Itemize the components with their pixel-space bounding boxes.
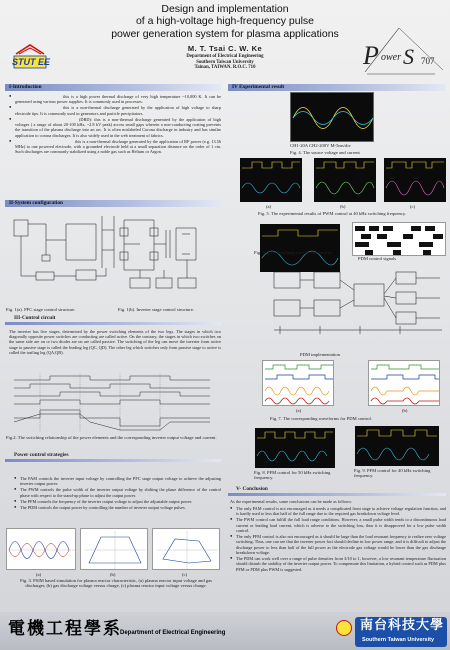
section-heading-introduction: I-Introduction: [5, 84, 221, 91]
fig-2-waveforms: [10, 374, 218, 434]
fig-3c-label: (c): [182, 572, 188, 577]
fig-3a-plot: [6, 528, 76, 570]
power-s707-logo: P ower S 707: [355, 22, 445, 82]
fig-5c-scope: [384, 158, 446, 202]
control-circuit-text: The inverter has five stages, determined by the power switching elements of the two legs. The stages in which two diagonally opposite power switches are conducting are called active. On the contrary, the stages in which two switches on the same side are on or two diodes are on are called passive. The switching of the leg can move the inverter from active stage to passive stage is called the leading leg (QC, QD). The other leg which switches only from passive stage to active is called the trailing leg (QA,QB).: [9, 329, 221, 355]
section-heading-power-control: Power control strategies: [14, 452, 69, 458]
list-item: ● (DBD): this is a non-thermal discharge generated by the application of high voltages ( a range of about 20-100 kHz, ~2.8 kV peak) across small gaps wherein a non-conducting coating prevents the transition of the plasma discharge into an arc. It is often mislabeled Corona discharge in industry and has similar application to corona discharges. It is also widely used in the web treatment of fabrics.: [9, 117, 221, 138]
fig-9-caption: Fig. 9. PFM control for 40 kHz switching frequency.: [354, 468, 431, 479]
fig-4-scope: [290, 92, 374, 142]
list-item: ● this is a non-thermal discharge generated by the application of high voltage to sharp electrode tips. It is commonly used in generators and particle precipitators.: [9, 105, 221, 115]
list-item: ● this is a non-thermal discharge generated by the application of RF power (e.g. 13.56 MHz) to one powered electrode, with a grounded electrode held at a small separation distance on the order of 1 cm. Such discharges are commonly stabilized using a noble gas such as Helium or Argon.: [9, 139, 221, 155]
pdm-implementation-diagram: [270, 266, 446, 350]
fig-8-scope: [255, 428, 335, 468]
pdm-signals-label: PDM control signals: [358, 256, 397, 261]
fig-3-caption: Fig. 3. PSIM based simulation for plasma reactor characteristic, (a) plasma reactor input voltage and gas discharger, (b) gas discharge voltage versus charge, (c) plasma reactor input voltage versus charge.: [20, 578, 212, 589]
fig-8-caption: Fig. 8. PFM control for 50 kHz switching frequency.: [254, 470, 331, 481]
list-item: ● The PFM controls the frequency of the inverter output voltage to adjust the adjustable output power.: [14, 499, 221, 504]
section-heading-experimental: IV Experimental result: [228, 84, 446, 91]
footer-department-english: Department of Electrical Engineering: [120, 630, 226, 636]
pdm-signals-chart: [352, 222, 446, 256]
fig-6-scope: [260, 224, 340, 272]
fig-3c-plot: [152, 528, 220, 570]
fig-7a-label: (a): [296, 408, 302, 413]
affiliation: Department of Electrical Engineering Southern Taiwan University Tainan, TAIWAN. R.O.C. 710: [186, 54, 264, 71]
list-item: ● The only PFM control is also not encouraged as it should be large than the load resonant frequency to realize zero voltage switching. Thus, one can see that the inverter power fact should decline in low power range, and it is difficult to adjust the discharge power to less than half of the full power as the electrode gas voltage would be lower than the gas discharge breakdown voltage.: [230, 534, 446, 555]
list-item: ● The PDM can work well over a range of pulse densities from 3/10 to 1, however, a low resonant temperature fluctuation should disturb the stability of the inverter output power. To compensate this limitation, a hybrid control such as PDM plus PFM or PDM plus PWM is suggested.: [230, 556, 446, 572]
pdm-implementation-label: PDM implementation: [300, 352, 340, 357]
footer-university-english: Southern Taiwan University: [362, 637, 435, 643]
fig-2-caption: Fig.2. The switching relationship of the power elements and the corresponding inverter output voltage and current.: [6, 435, 217, 440]
control-circuit-bar: [5, 322, 221, 325]
section-heading-system-configuration: II-System configuration: [5, 200, 221, 207]
circuit-diagrams: [6, 210, 218, 306]
footer-university-chinese: 南台科技大學: [360, 618, 445, 633]
fig-7b-waveform: [368, 360, 440, 406]
fig-3a-label: (a): [36, 572, 42, 577]
fig-7a-waveform: [262, 360, 334, 406]
stu-emblem-icon: [336, 620, 352, 636]
fig-9-scope: [355, 426, 439, 466]
fig-7-caption: Fig. 7. The corresponding waveforms for PDM control.: [270, 416, 372, 421]
power-control-bar: [5, 459, 221, 462]
fig-6-caption: Fig. 6. ZVS switching case for the inverter: [254, 250, 333, 255]
introduction-list: [9, 94, 221, 156]
list-item: ● The PWM controls the pulse width of the inverter output voltage by shifting the phase difference of the control phase with respect to the stand-up phase to adjust the output power.: [14, 487, 221, 497]
fig-5a-label: (a): [266, 204, 272, 209]
fig-4-scope-settings: CH1-20A CH2-200V M-5ms/div: [290, 143, 351, 148]
list-item: ● The PAM controls the inverter input voltage by controlling the PFC stage output voltage to achieve the adjusting inverter output power.: [14, 476, 221, 486]
fig-1b-caption: Fig. 1(b). Inverter stage control structure.: [118, 307, 195, 312]
authors: M. T. Tsai C. W. Ke: [187, 44, 263, 53]
fig-1a-caption: Fig. 1(a). PFC stage control structure.: [6, 307, 76, 312]
conclusion-list: [230, 506, 446, 573]
fig-5b-label: (b): [340, 204, 346, 209]
fig-7b-label: (b): [402, 408, 408, 413]
conclusion-intro: As the experimental results, some conclusions can be made as follows:: [230, 499, 352, 504]
list-item: ● The PDM controls the output power by controlling the number of inverter output voltage pulses.: [14, 505, 221, 510]
poster-title: Design and implementation of a high-voltage high-frequency pulse power generation system for plasma applications: [111, 3, 339, 40]
list-item: ● The only PAM control is not encouraged as it needs a complicated front stage to achieve voltage regulation function, and is hardly used to less that half of the full range due to the required gas breakdown voltage level.: [230, 506, 446, 516]
power-control-list: [14, 476, 221, 511]
list-item: ● this is a high power thermal discharge of very high temperature ~10,000 K. It can be generated using various power supplies. It is commonly used in processes.: [9, 94, 221, 104]
list-item: ● The PWM control can fulfill the full load range conditions. However, a small pulse width tends to a discontinuous load current or leading load current, which is adverse to the switching loss, thus it is disapproved for a low pulse width control.: [230, 517, 446, 533]
fig-5-caption: Fig. 5. The experimental results of PWM control at 40 kHz switching frequency.: [258, 211, 406, 216]
fig-5c-label: (c): [410, 204, 416, 209]
fig-3b-plot: [80, 528, 148, 570]
fig-5a-scope: [240, 158, 302, 202]
stut-ee-logo-text: STUT EE: [12, 57, 51, 67]
footer-department-chinese: 電機工程學系: [8, 619, 122, 639]
conclusion-bar: [228, 493, 446, 496]
section-heading-conclusion: V- Conclusion: [236, 486, 268, 492]
fig-4-caption: Fig. 4. The source voltage and current: [290, 150, 360, 155]
fig-5b-scope: [314, 158, 376, 202]
section-heading-control-circuit: III-Control circuit: [14, 315, 56, 321]
fig-3b-label: (b): [110, 572, 116, 577]
